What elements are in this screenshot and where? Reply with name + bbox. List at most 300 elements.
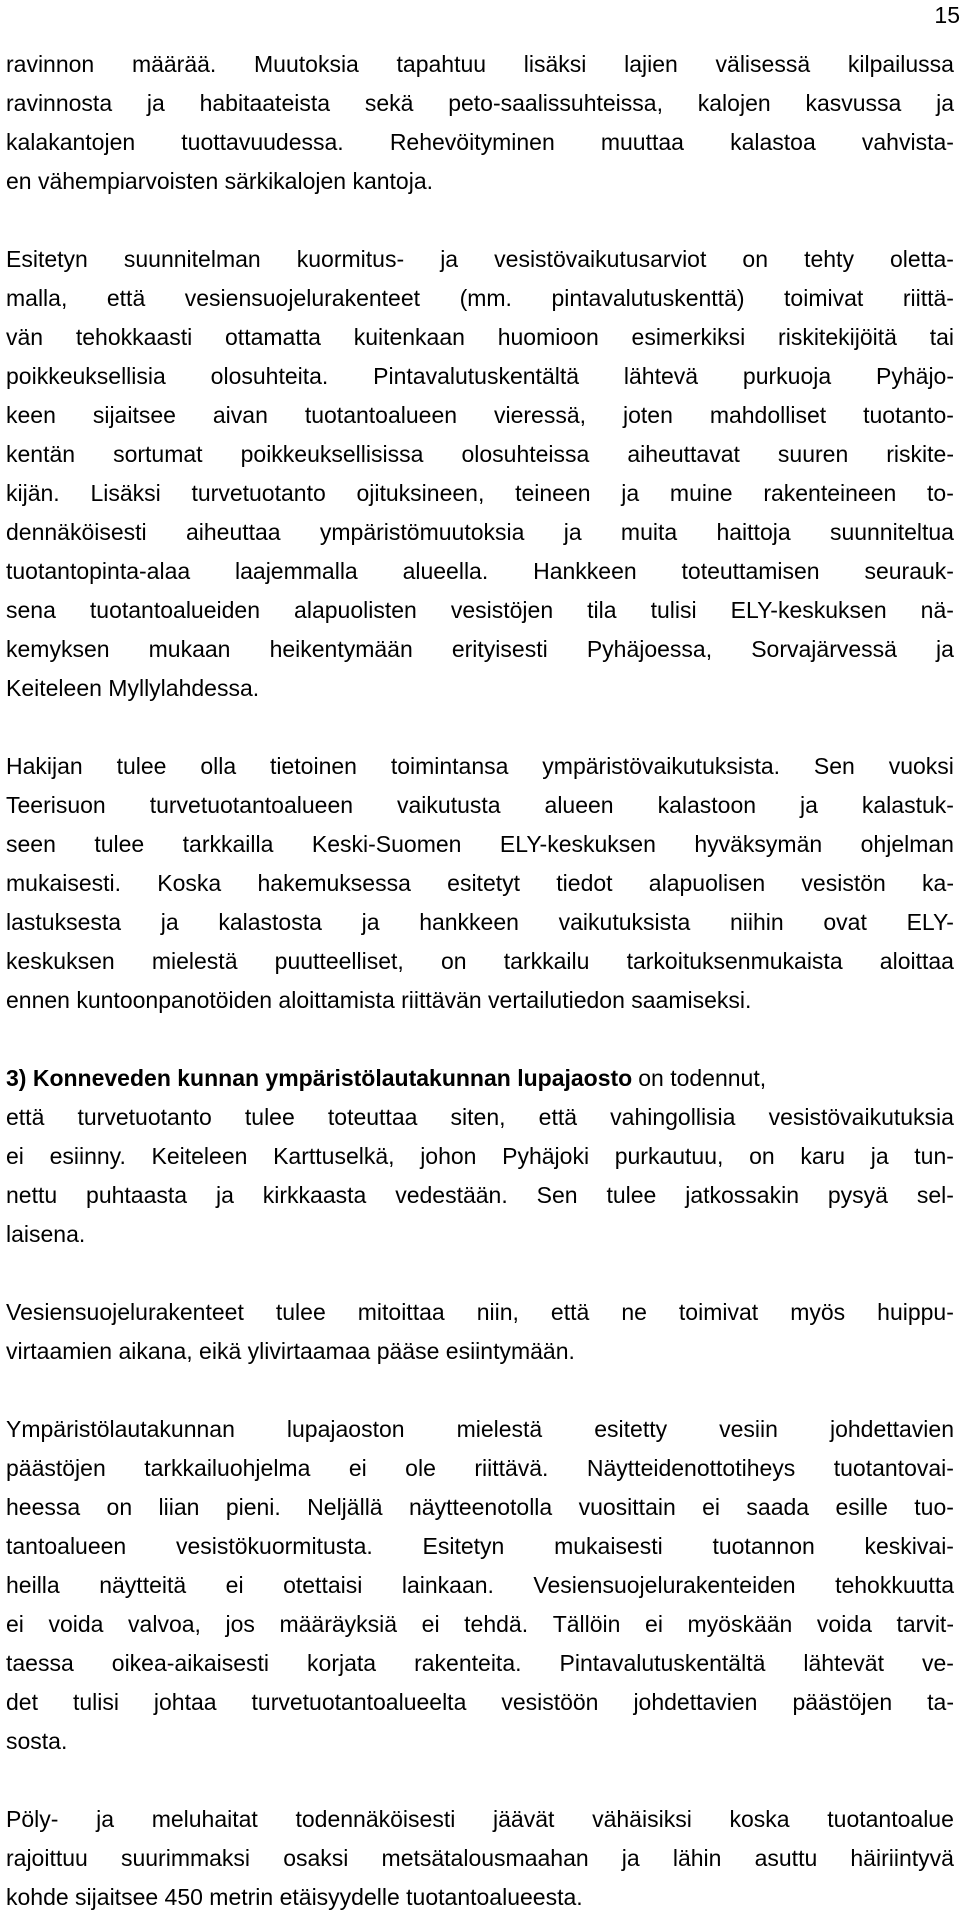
text-line: [6, 630, 954, 669]
word: lähin: [672, 1845, 722, 1871]
word: tuotantopinta-alaa: [6, 558, 191, 584]
word: Keski-Suomen: [311, 831, 462, 857]
text-line: [6, 864, 954, 903]
word: on: [749, 1143, 775, 1169]
word: ohjelman: [860, 831, 954, 857]
text-line: virtaamien aikana, eikä ylivirtaamaa pääse esiintymään.: [6, 1338, 575, 1364]
word: suunniteltua: [829, 519, 954, 545]
word: koska: [729, 1806, 790, 1832]
word: vän: [6, 324, 44, 350]
word: ei: [702, 1494, 721, 1520]
word: häiriintyvä: [850, 1845, 954, 1871]
word: peto-saalissuhteissa,: [448, 90, 663, 116]
word: aiheuttaa: [185, 519, 281, 545]
word: ei: [6, 1143, 24, 1169]
word: lajien: [624, 51, 678, 77]
word: on: [440, 948, 467, 974]
word: ja: [621, 1845, 640, 1871]
word: kuormitus-: [296, 246, 405, 272]
word: tarkkailuohjelma: [144, 1455, 311, 1481]
word: ei: [421, 1611, 440, 1637]
word: Hakijan: [6, 753, 83, 779]
word: Karttuselkä,: [273, 1143, 395, 1169]
text-line: [6, 1449, 954, 1488]
word: riskitekijöitä: [778, 324, 897, 350]
text-line: [6, 513, 954, 552]
text-line: [6, 1800, 954, 1839]
word: ovat: [823, 909, 867, 935]
word: hankkeen: [419, 909, 519, 935]
word: oikea-aikaisesti: [111, 1650, 270, 1676]
word: tuotantovai-: [833, 1455, 954, 1481]
word: karu: [800, 1143, 846, 1169]
text-line: sosta.: [6, 1728, 68, 1754]
word: alapuolisen: [648, 870, 766, 896]
word: esimerkiksi: [631, 324, 746, 350]
word: tehokkuutta: [835, 1572, 954, 1598]
word: tarkoituksenmukaista: [626, 948, 843, 974]
word: poikkeuksellisia: [6, 363, 166, 389]
word: kirkkaasta: [262, 1182, 367, 1208]
word: ELY-: [906, 909, 954, 935]
word: joten: [622, 402, 673, 428]
word: mukaisesti.: [6, 870, 122, 896]
word: turvetuotantoalueen: [149, 792, 354, 818]
text-line: [6, 357, 954, 396]
word: sena: [6, 597, 56, 623]
word: muita: [620, 519, 678, 545]
word: kalakantojen: [6, 129, 136, 155]
word: muine: [669, 480, 733, 506]
word: ja: [146, 90, 165, 116]
word: näytteitä: [99, 1572, 187, 1598]
paragraph: [6, 1410, 954, 1761]
word: huomioon: [497, 324, 599, 350]
word: dennäköisesti: [6, 519, 147, 545]
word: ei: [225, 1572, 244, 1598]
word: meluhaitat: [151, 1806, 258, 1832]
word: tulisi: [650, 597, 697, 623]
word: tapahtuu: [396, 51, 487, 77]
paragraph: [6, 1800, 954, 1917]
word: Näytteidenottotiheys: [586, 1455, 796, 1481]
word: vaikutuksista: [558, 909, 691, 935]
word: päästöjen: [792, 1689, 893, 1715]
word: valvoa,: [128, 1611, 201, 1637]
word: ja: [96, 1806, 114, 1832]
section-heading: 3) Konneveden kunnan ympäristölautakunnan lupajaosto: [6, 1065, 633, 1091]
word: Esitetyn: [6, 246, 88, 272]
text-line: [6, 942, 954, 981]
text-line: [6, 1605, 954, 1644]
paragraph: [6, 1059, 954, 1254]
word: ka-: [922, 870, 954, 896]
word: vuosittain: [578, 1494, 676, 1520]
word: kalojen: [697, 90, 771, 116]
word: Hankkeen: [533, 558, 637, 584]
word: to-: [927, 480, 954, 506]
word: ve-: [921, 1650, 954, 1676]
word: tuotantoalue: [827, 1806, 954, 1832]
text-line: [6, 1059, 954, 1098]
word: tehdä.: [464, 1611, 529, 1637]
word: kijän.: [6, 480, 60, 506]
word: olla: [200, 753, 237, 779]
word: mielestä: [151, 948, 238, 974]
word: malla,: [6, 285, 68, 311]
word: Esitetyn: [422, 1533, 505, 1559]
word: det: [6, 1689, 38, 1715]
word: vesiin: [719, 1416, 778, 1442]
word: haittoja: [716, 519, 791, 545]
text-line: [6, 1488, 954, 1527]
word: vesistövaikutuksia: [768, 1104, 954, 1130]
word: teineen: [515, 480, 591, 506]
word: toimintansa: [390, 753, 509, 779]
word: tuottavuudessa.: [181, 129, 344, 155]
word: taessa: [6, 1650, 74, 1676]
word: mitoittaa: [357, 1299, 445, 1325]
word: erityisesti: [451, 636, 548, 662]
word: vieressä,: [493, 402, 587, 428]
word: seen: [6, 831, 56, 857]
word: kilpailussa: [847, 51, 954, 77]
word: näytteenotolla: [408, 1494, 553, 1520]
word: pintavalutuskenttä): [551, 285, 745, 311]
word: Pyhäjo-: [876, 363, 954, 389]
word: tarvit-: [896, 1611, 954, 1637]
word: tulee: [244, 1104, 295, 1130]
word: Muutoksia: [254, 51, 359, 77]
word: Sorvajärvessä: [751, 636, 897, 662]
word: tuotanto-: [863, 402, 954, 428]
word: turvetuotanto: [77, 1104, 212, 1130]
word: niin,: [476, 1299, 519, 1325]
word: tila: [587, 597, 617, 623]
text-line: [6, 1566, 954, 1605]
word: ympäristömuutoksia: [319, 519, 525, 545]
word: ELY-keskuksen: [730, 597, 887, 623]
word: osaksi: [283, 1845, 349, 1871]
word: ei: [6, 1611, 24, 1637]
word: asuttu: [754, 1845, 818, 1871]
text-line: [6, 1644, 954, 1683]
word: otettaisi: [283, 1572, 363, 1598]
word: mielestä: [456, 1416, 543, 1442]
word: toteuttaa: [327, 1104, 418, 1130]
word: kalastoon: [657, 792, 757, 818]
word: myös: [790, 1299, 846, 1325]
word: aloittaa: [879, 948, 954, 974]
word: siten,: [450, 1104, 506, 1130]
word: turvetuotantoalueelta: [251, 1689, 467, 1715]
word: Sen: [536, 1182, 578, 1208]
word: ja: [563, 519, 582, 545]
word: rajoittuu: [6, 1845, 88, 1871]
word: että: [550, 1299, 590, 1325]
paragraph: [6, 1293, 954, 1371]
word: kasvussa: [805, 90, 902, 116]
word: laajemmalla: [235, 558, 358, 584]
text-line: [6, 240, 954, 279]
word: hyväksymän: [694, 831, 823, 857]
word: ole: [405, 1455, 436, 1481]
word: sijaitsee: [92, 402, 176, 428]
word: on: [106, 1494, 133, 1520]
text-line: [6, 825, 954, 864]
text-line: [6, 474, 954, 513]
word: vesistöön: [501, 1689, 599, 1715]
word: heessa: [6, 1494, 81, 1520]
paragraph: [6, 240, 954, 708]
word: Lisäksi: [90, 480, 161, 506]
word: päästöjen: [6, 1455, 106, 1481]
word: olosuhteissa: [461, 441, 590, 467]
word: keskivai-: [864, 1533, 954, 1559]
word: tehokkaasti: [75, 324, 193, 350]
word: niihin: [729, 909, 784, 935]
word: Pyhäjoki: [502, 1143, 590, 1169]
word: heikentymään: [269, 636, 413, 662]
word: aiheuttavat: [627, 441, 740, 467]
word: välisessä: [715, 51, 811, 77]
word: vahingollisia: [610, 1104, 736, 1130]
text-line: [6, 1293, 954, 1332]
word: Ympäristölautakunnan: [6, 1416, 235, 1442]
word: mahdolliset: [709, 402, 827, 428]
word: Sen: [813, 753, 855, 779]
word: rakenteita.: [414, 1650, 522, 1676]
word: johdettavien: [633, 1689, 758, 1715]
text-line: kohde sijaitsee 450 metrin etäisyydelle tuotantoalueesta.: [6, 1884, 583, 1910]
word: tuotannon: [712, 1533, 815, 1559]
word: sekä: [364, 90, 414, 116]
word: hakemuksessa: [257, 870, 411, 896]
text-line: Keiteleen Myllylahdessa.: [6, 675, 260, 701]
word: saada: [746, 1494, 810, 1520]
word: tietoinen: [269, 753, 357, 779]
document-body: [6, 45, 954, 1917]
word: voida: [48, 1611, 104, 1637]
word: esiinny.: [49, 1143, 126, 1169]
word: toteuttamisen: [681, 558, 820, 584]
word: määräyksiä: [279, 1611, 398, 1637]
word: ympäristövaikutuksista.: [542, 753, 781, 779]
word: jäävät: [493, 1806, 555, 1832]
word: ja: [361, 909, 380, 935]
text-line: [6, 552, 954, 591]
word: Pintavalutuskentältä: [559, 1650, 766, 1676]
word: tulee: [116, 753, 167, 779]
word: oletta-: [890, 246, 954, 272]
word: ja: [621, 480, 640, 506]
word: keskuksen: [6, 948, 115, 974]
word: vaikutusta: [397, 792, 501, 818]
text-line: [6, 1527, 954, 1566]
word: myöskään: [687, 1611, 793, 1637]
word: johtaa: [153, 1689, 217, 1715]
text-line: en vähempiarvoisten särkikalojen kantoja.: [6, 168, 434, 194]
word: ja: [936, 636, 954, 662]
word: sel-: [916, 1182, 954, 1208]
word: nä-: [920, 597, 954, 623]
word: habitaateista: [199, 90, 331, 116]
word: lastuksesta: [6, 909, 122, 935]
word: Pyhäjoessa,: [586, 636, 713, 662]
word: puutteelliset,: [274, 948, 404, 974]
word: että: [106, 285, 146, 311]
word: tuotantoalueen: [304, 402, 458, 428]
word: ja: [870, 1143, 889, 1169]
word: että: [6, 1104, 45, 1130]
word: Tällöin: [552, 1611, 621, 1637]
word: ottamatta: [225, 324, 321, 350]
word: poikkeuksellisissa: [240, 441, 424, 467]
word: riskite-: [886, 441, 954, 467]
word: johon: [420, 1143, 477, 1169]
word: tulee: [606, 1182, 657, 1208]
text-line: [6, 318, 954, 357]
word: vesistövaikutusarviot: [494, 246, 707, 272]
word: tai: [929, 324, 954, 350]
word: rakenteineen: [763, 480, 897, 506]
word: mukaisesti: [554, 1533, 663, 1559]
word: tantoalueen: [6, 1533, 127, 1559]
page-number: 15: [934, 2, 960, 28]
text-span: on todennut,: [638, 1065, 767, 1091]
word: puhtaasta: [86, 1182, 188, 1208]
word: vähäisiksi: [592, 1806, 692, 1832]
word: alueella.: [402, 558, 489, 584]
word: Keiteleen: [151, 1143, 248, 1169]
text-line: [6, 84, 954, 123]
text-line: [6, 1683, 954, 1722]
word: esille: [835, 1494, 888, 1520]
text-line: [6, 1176, 954, 1215]
word: muuttaa: [600, 129, 684, 155]
word: purkuoja: [742, 363, 832, 389]
word: vahvista-: [861, 129, 954, 155]
text-line: [6, 1137, 954, 1176]
word: toimivat: [678, 1299, 759, 1325]
text-line: [6, 591, 954, 630]
word: Pöly-: [6, 1806, 59, 1832]
word: on: [742, 246, 769, 272]
text-line: laisena.: [6, 1221, 86, 1247]
word: vesiensuojelurakenteet: [184, 285, 421, 311]
word: Rehevöityminen: [389, 129, 555, 155]
word: Vesiensuojelurakenteiden: [533, 1572, 796, 1598]
word: kemyksen: [6, 636, 110, 662]
text-line: [6, 279, 954, 318]
word: liian: [158, 1494, 200, 1520]
word: vesistön: [801, 870, 886, 896]
word: että: [538, 1104, 578, 1130]
word: lähtevät: [803, 1650, 884, 1676]
word: todennäköisesti: [295, 1806, 456, 1832]
text-line: [6, 747, 954, 786]
text-line: ennen kuntoonpanotöiden aloittamista riittävän vertailutiedon saamiseksi.: [6, 987, 752, 1013]
word: ei: [645, 1611, 663, 1637]
word: esitetty: [594, 1416, 668, 1442]
word: Pintavalutuskentältä: [373, 363, 580, 389]
word: kentän: [6, 441, 76, 467]
word: tulisi: [72, 1689, 119, 1715]
word: korjata: [307, 1650, 377, 1676]
word: ja: [160, 909, 179, 935]
text-line: [6, 1098, 954, 1137]
word: alueen: [544, 792, 614, 818]
word: tehty: [804, 246, 854, 272]
text-line: [6, 1839, 954, 1878]
word: Vesiensuojelurakenteet: [6, 1299, 244, 1325]
word: ne: [621, 1299, 647, 1325]
word: suuren: [777, 441, 849, 467]
word: ja: [215, 1182, 234, 1208]
text-line: [6, 396, 954, 435]
word: tiedot: [556, 870, 613, 896]
word: voida: [816, 1611, 872, 1637]
word: esitetyt: [447, 870, 521, 896]
word: ravinnon: [6, 51, 95, 77]
word: lähtevä: [623, 363, 699, 389]
text-line: [6, 786, 954, 825]
word: jatkossakin: [685, 1182, 799, 1208]
word: vesistöjen: [450, 597, 554, 623]
word: kuitenkaan: [353, 324, 465, 350]
word: ei: [348, 1455, 367, 1481]
word: ravinnosta: [6, 90, 113, 116]
word: Teerisuon: [6, 792, 106, 818]
word: ELY-keskuksen: [499, 831, 656, 857]
word: sortumat: [113, 441, 203, 467]
word: ojituksineen,: [356, 480, 485, 506]
word: aivan: [212, 402, 268, 428]
text-line: [6, 903, 954, 942]
word: (mm.: [459, 285, 512, 311]
word: turvetuotanto: [191, 480, 326, 506]
word: Koska: [157, 870, 222, 896]
paragraph: [6, 45, 954, 201]
text-line: [6, 1410, 954, 1449]
word: riittävä.: [474, 1455, 549, 1481]
word: tarkkailla: [182, 831, 274, 857]
word: kalastosta: [218, 909, 322, 935]
word: vesistökuormitusta.: [175, 1533, 373, 1559]
word: ja: [936, 90, 954, 116]
text-line: [6, 123, 954, 162]
word: seurauk-: [864, 558, 954, 584]
word: jos: [225, 1611, 255, 1637]
word: Neljällä: [307, 1494, 383, 1520]
word: tuotantoalueiden: [89, 597, 261, 623]
text-line: [6, 435, 954, 474]
word: purkautuu,: [614, 1143, 724, 1169]
word: suunnitelman: [123, 246, 261, 272]
word: lainkaan.: [401, 1572, 494, 1598]
word: alapuolisten: [294, 597, 417, 623]
word: johdettavien: [829, 1416, 954, 1442]
word: ja: [440, 246, 459, 272]
word: riittä-: [902, 285, 954, 311]
paragraph: [6, 747, 954, 1020]
word: suurimmaksi: [120, 1845, 251, 1871]
word: lisäksi: [523, 51, 587, 77]
word: tuo-: [914, 1494, 954, 1520]
word: tulee: [275, 1299, 326, 1325]
word: toimivat: [784, 285, 864, 311]
word: mukaan: [148, 636, 231, 662]
